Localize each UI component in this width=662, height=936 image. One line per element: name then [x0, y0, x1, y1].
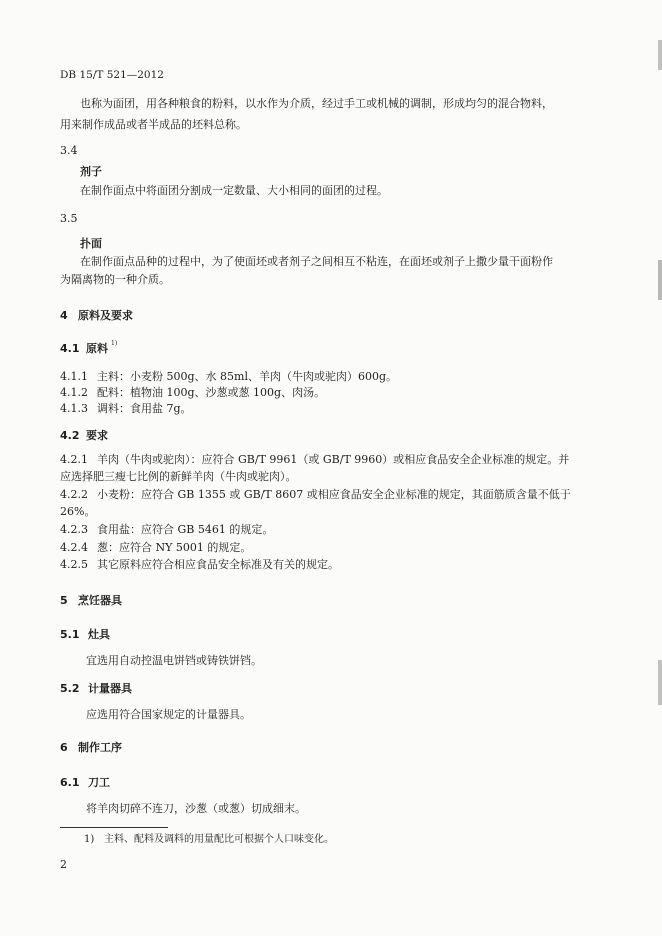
s33-para-line1: 也称为面团，用各种粮食的粉料，以水作为介质，经过手工或机械的调制，形成均匀的混合物料， — [80, 97, 553, 110]
s61-title: 刀工 — [88, 776, 110, 789]
s61-text: 将羊肉切碎不连刀，沙葱（或葱）切成细末。 — [86, 802, 306, 815]
item-number: 4.1.1 — [60, 370, 88, 383]
s35-number: 3.5 — [60, 212, 78, 225]
scan-edge-mark — [658, 660, 662, 705]
s41-number: 4.1 — [60, 342, 80, 355]
item-number: 4.1.2 — [60, 386, 88, 399]
item-number: 4.2.2 — [60, 488, 88, 501]
item-text: 配料：植物油 100g、沙葱或葱 100g、肉汤。 — [97, 386, 326, 399]
s52-title: 计量器具 — [88, 682, 132, 695]
s52-text: 应选用符合国家规定的计量器具。 — [86, 708, 251, 721]
footnote-ref: 1) — [111, 340, 118, 347]
s5-title: 烹饪器具 — [78, 594, 122, 607]
item-text: 主料：小麦粉 500g、水 85ml、羊肉（牛肉或驼肉）600g。 — [97, 370, 398, 383]
item-text-continued: 应选择肥三瘦七比例的新鲜羊肉（牛肉或驼肉）。 — [60, 470, 297, 483]
s33-para-line2: 用来制作成品或者半成品的坯料总称。 — [60, 118, 247, 131]
item-number: 4.2.4 — [60, 541, 88, 554]
item-text: 小麦粉：应符合 GB 1355 或 GB/T 8607 或相应食品安全企业标准的规定，其面筋质含量不低于 — [97, 488, 571, 501]
s6-number: 6 — [60, 741, 68, 754]
s34-definition: 在制作面点中将面团分割成一定数量、大小相同的面团的过程。 — [80, 184, 388, 197]
s41-title: 原料 — [86, 342, 108, 355]
page-number: 2 — [60, 858, 67, 871]
s4-title: 原料及要求 — [78, 309, 133, 322]
item-text: 食用盐：应符合 GB 5461 的规定。 — [97, 523, 274, 536]
item-text: 葱：应符合 NY 5001 的规定。 — [97, 541, 252, 554]
s61-number: 6.1 — [60, 776, 80, 789]
s51-text: 宜选用自动控温电饼铛或铸铁饼铛。 — [86, 654, 262, 667]
footnote-number: 1) — [84, 834, 95, 845]
s34-term: 剂子 — [80, 165, 102, 178]
s35-term: 扑面 — [80, 237, 102, 250]
doc-header: DB 15/T 521—2012 — [60, 69, 164, 81]
item-text-continued: 26%。 — [60, 505, 96, 518]
item-text: 其它原料应符合相应食品安全标准及有关的规定。 — [97, 558, 339, 571]
footnote-text: 主料、配料及调料的用量配比可根据个人口味变化。 — [104, 834, 334, 845]
scan-edge-mark — [658, 40, 662, 70]
s6-title: 制作工序 — [78, 741, 122, 754]
s35-def-line2: 为隔离物的一种介质。 — [60, 273, 170, 286]
s42-title: 要求 — [86, 429, 108, 442]
s51-number: 5.1 — [60, 628, 80, 641]
item-number: 4.2.3 — [60, 523, 88, 536]
s42-number: 4.2 — [60, 429, 80, 442]
item-text: 调料：食用盐 7g。 — [97, 402, 192, 415]
item-number: 4.2.1 — [60, 453, 88, 466]
s51-title: 灶具 — [88, 628, 110, 641]
s52-number: 5.2 — [60, 682, 80, 695]
s34-number: 3.4 — [60, 144, 78, 157]
footnote-separator — [60, 827, 168, 828]
scan-edge-mark — [658, 260, 662, 300]
s35-def-line1: 在制作面点品种的过程中，为了使面坯或者剂子之间相互不粘连，在面坯或剂子上撒少量干面粉作 — [80, 255, 553, 268]
s4-number: 4 — [60, 309, 68, 322]
s5-number: 5 — [60, 594, 68, 607]
item-text: 羊肉（牛肉或驼肉）：应符合 GB/T 9961（或 GB/T 9960）或相应食品安全企业标准的规定。并 — [97, 453, 570, 466]
item-number: 4.1.3 — [60, 402, 88, 415]
item-number: 4.2.5 — [60, 558, 88, 571]
